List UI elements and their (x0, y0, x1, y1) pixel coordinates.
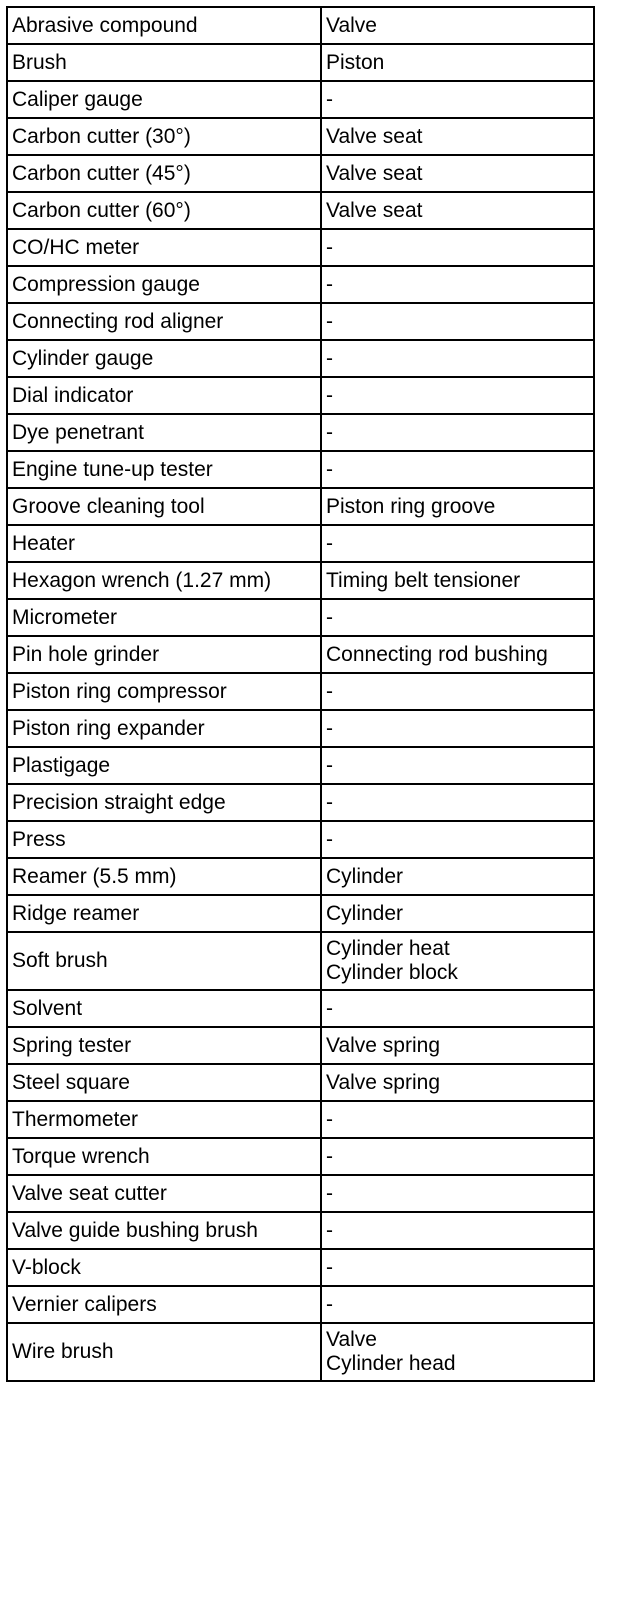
tool-use-line: - (326, 1218, 333, 1242)
table-row (7, 895, 594, 932)
tool-name-cell: V-block (7, 1249, 321, 1286)
tool-name-cell: Carbon cutter (30°) (7, 118, 321, 155)
tool-use-line: - (326, 1144, 333, 1168)
tool-use-cell (321, 747, 594, 784)
table-row (7, 673, 594, 710)
tool-use-cell (321, 710, 594, 747)
tool-use-line: - (326, 457, 333, 481)
tool-use-line: Connecting rod bushing (326, 642, 548, 666)
tool-use-line: - (326, 1107, 333, 1131)
table-row (7, 1138, 594, 1175)
tool-use-cell (321, 1175, 594, 1212)
tool-use-line: - (326, 420, 333, 444)
tool-use-line: Valve seat (326, 161, 423, 185)
table-row (7, 858, 594, 895)
tool-name-cell: Piston ring expander (7, 710, 321, 747)
tool-use-cell (321, 525, 594, 562)
table-row (7, 266, 594, 303)
tool-use-cell (321, 340, 594, 377)
tool-use-cell (321, 784, 594, 821)
tool-name-cell: Abrasive compound (7, 7, 321, 44)
tool-name-cell: Carbon cutter (45°) (7, 155, 321, 192)
tools-table-body (7, 7, 594, 1381)
tool-use-line: Cylinder heat (326, 937, 450, 960)
tool-use-line: - (326, 309, 333, 333)
tool-name-cell: Wire brush (7, 1323, 321, 1381)
tool-name-cell: Valve seat cutter (7, 1175, 321, 1212)
table-row (7, 414, 594, 451)
tool-use-line: - (326, 235, 333, 259)
tool-name-cell: Brush (7, 44, 321, 81)
tool-name-cell: Carbon cutter (60°) (7, 192, 321, 229)
tool-name-cell: Soft brush (7, 932, 321, 990)
tool-use-line: Valve spring (326, 1033, 441, 1057)
tool-use-cell (321, 1286, 594, 1323)
tool-use-cell (321, 990, 594, 1027)
tool-name-cell: Micrometer (7, 599, 321, 636)
table-row (7, 155, 594, 192)
tool-name-cell: Solvent (7, 990, 321, 1027)
tool-name-cell: Thermometer (7, 1101, 321, 1138)
tool-use-line: - (326, 383, 333, 407)
tool-use-line: Cylinder (326, 864, 404, 888)
table-row (7, 1064, 594, 1101)
tool-name-cell: Dye penetrant (7, 414, 321, 451)
tool-use-cell (321, 44, 594, 81)
tool-use-cell (321, 451, 594, 488)
tool-name-cell: Plastigage (7, 747, 321, 784)
tool-use-cell (321, 192, 594, 229)
table-row (7, 44, 594, 81)
tool-use-cell (321, 895, 594, 932)
table-row (7, 303, 594, 340)
table-row (7, 7, 594, 44)
tool-use-cell (321, 229, 594, 266)
table-row (7, 81, 594, 118)
tool-use-line: - (326, 827, 333, 851)
tool-use-cell (321, 599, 594, 636)
table-row (7, 451, 594, 488)
tool-name-cell: Connecting rod aligner (7, 303, 321, 340)
tool-use-line: - (326, 679, 333, 703)
tool-use-line: Valve (326, 1328, 377, 1351)
table-row (7, 1175, 594, 1212)
tools-table (6, 6, 595, 1382)
tool-use-line: Cylinder head (326, 1352, 456, 1375)
tool-name-cell: Precision straight edge (7, 784, 321, 821)
tool-name-cell: Ridge reamer (7, 895, 321, 932)
tool-name-cell: Press (7, 821, 321, 858)
tool-use-cell (321, 1249, 594, 1286)
table-row (7, 229, 594, 266)
table-row (7, 340, 594, 377)
tool-use-line: - (326, 531, 333, 555)
table-row (7, 710, 594, 747)
table-row (7, 784, 594, 821)
tool-use-cell (321, 377, 594, 414)
tool-name-cell: Pin hole grinder (7, 636, 321, 673)
tool-use-cell (321, 1138, 594, 1175)
tool-use-cell (321, 118, 594, 155)
tool-name-cell: Cylinder gauge (7, 340, 321, 377)
tool-use-line: - (326, 753, 333, 777)
tool-name-cell: Torque wrench (7, 1138, 321, 1175)
tool-name-cell: Compression gauge (7, 266, 321, 303)
tool-name-cell: Reamer (5.5 mm) (7, 858, 321, 895)
tool-use-line: - (326, 1181, 333, 1205)
tool-use-line: Valve spring (326, 1070, 441, 1094)
tool-use-cell (321, 488, 594, 525)
tool-name-cell: Hexagon wrench (1.27 mm) (7, 562, 321, 599)
tool-use-cell (321, 7, 594, 44)
tool-use-line: Valve (326, 13, 377, 37)
table-row (7, 1323, 594, 1381)
tool-use-line: - (326, 1292, 333, 1316)
tool-use-cell (321, 1212, 594, 1249)
tool-use-line: Cylinder (326, 901, 404, 925)
tool-use-cell (321, 155, 594, 192)
tool-use-line: - (326, 605, 333, 629)
table-row (7, 821, 594, 858)
tool-use-cell (321, 821, 594, 858)
tool-use-line: Timing belt tensioner (326, 568, 521, 592)
tool-name-cell: Steel square (7, 1064, 321, 1101)
table-row (7, 192, 594, 229)
tool-use-cell (321, 932, 594, 990)
table-row (7, 990, 594, 1027)
tool-use-cell (321, 1064, 594, 1101)
tool-use-line: - (326, 716, 333, 740)
tool-use-cell (321, 1323, 594, 1381)
tool-use-line: Piston (326, 50, 385, 74)
table-row (7, 118, 594, 155)
tool-name-cell: CO/HC meter (7, 229, 321, 266)
tool-use-cell (321, 858, 594, 895)
tool-use-cell (321, 673, 594, 710)
table-row (7, 932, 594, 990)
tool-use-cell (321, 414, 594, 451)
tool-use-line: - (326, 996, 333, 1020)
tool-use-line: - (326, 272, 333, 296)
tool-use-line: - (326, 1255, 333, 1279)
tool-use-line: - (326, 790, 333, 814)
tool-use-line: Valve seat (326, 198, 423, 222)
tool-use-cell (321, 303, 594, 340)
table-row (7, 377, 594, 414)
tool-name-cell: Valve guide bushing brush (7, 1212, 321, 1249)
table-row (7, 636, 594, 673)
tool-use-cell (321, 636, 594, 673)
table-row (7, 1286, 594, 1323)
tool-use-cell (321, 266, 594, 303)
tool-name-cell: Vernier calipers (7, 1286, 321, 1323)
tool-use-line: - (326, 346, 333, 370)
table-row (7, 599, 594, 636)
tool-name-cell: Caliper gauge (7, 81, 321, 118)
tool-use-line: Piston ring groove (326, 494, 496, 518)
table-row (7, 562, 594, 599)
table-row (7, 1212, 594, 1249)
table-row (7, 1101, 594, 1138)
table-row (7, 1027, 594, 1064)
table-row (7, 1249, 594, 1286)
tool-name-cell: Groove cleaning tool (7, 488, 321, 525)
tool-use-cell (321, 81, 594, 118)
tool-name-cell: Engine tune-up tester (7, 451, 321, 488)
tool-use-line: Valve seat (326, 124, 423, 148)
tool-use-cell (321, 1027, 594, 1064)
table-row (7, 488, 594, 525)
table-row (7, 525, 594, 562)
tool-name-cell: Heater (7, 525, 321, 562)
tool-name-cell: Spring tester (7, 1027, 321, 1064)
tool-name-cell: Dial indicator (7, 377, 321, 414)
tool-use-cell (321, 562, 594, 599)
tool-name-cell: Piston ring compressor (7, 673, 321, 710)
tool-use-line: Cylinder block (326, 961, 458, 984)
tool-use-cell (321, 1101, 594, 1138)
table-row (7, 747, 594, 784)
tool-use-line: - (326, 87, 333, 111)
